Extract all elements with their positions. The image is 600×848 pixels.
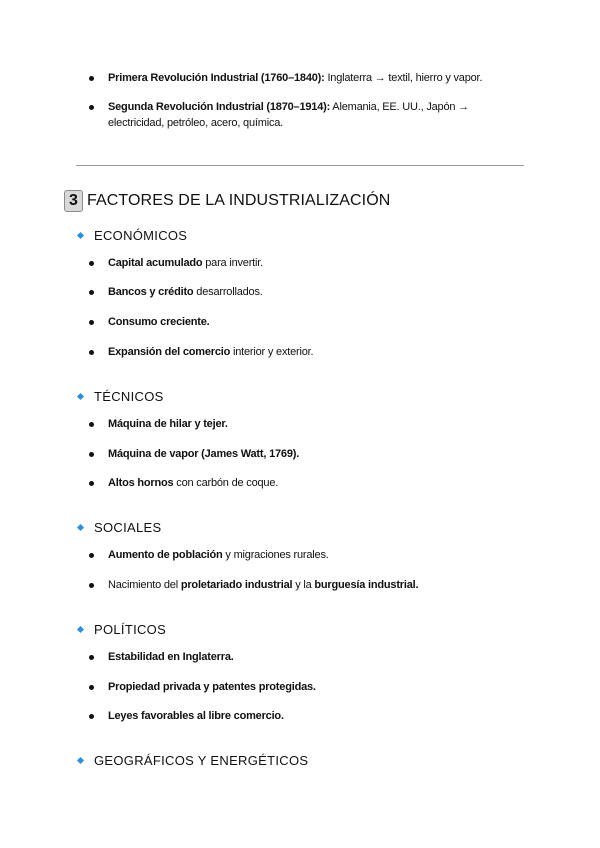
- item-bold: Aumento de población: [108, 549, 223, 561]
- item-text: y migraciones rurales.: [222, 549, 329, 561]
- list-item: [108, 255, 508, 271]
- item-bold: Propiedad privada y patentes protegidas.: [108, 681, 316, 693]
- item-text: interior y exterior.: [230, 346, 314, 358]
- bullet-dot: [89, 350, 94, 355]
- item-bold: burguesía industrial.: [314, 579, 419, 591]
- section-heading: [64, 189, 390, 213]
- subheading-geograficos: [77, 751, 308, 769]
- item-bold: Estabilidad en Inglaterra.: [108, 651, 234, 663]
- list-item: [108, 284, 508, 300]
- item-text: Nacimiento del: [108, 579, 181, 591]
- item-text: para invertir.: [202, 257, 263, 269]
- list-item: [108, 416, 508, 432]
- bullet-dot: [89, 320, 94, 325]
- item-bold: Primera Revolución Industrial (1760–1840):: [108, 72, 325, 84]
- item-text: Alemania, EE. UU., Japón → electricidad, petróleo, acero, química.: [108, 101, 469, 129]
- diamond-bullet-icon: [77, 392, 84, 399]
- subheading-tecnicos: [77, 387, 164, 405]
- subheading-politicos: [77, 620, 166, 638]
- item-text: y la: [292, 579, 315, 591]
- list-item: [108, 344, 508, 360]
- list-item: [108, 547, 508, 563]
- subheading-sociales: [77, 518, 161, 536]
- subheading-economicos: [77, 226, 187, 244]
- subheading-title: SOCIALES: [94, 519, 162, 535]
- bullet-dot: [89, 655, 94, 660]
- bullet-dot: [89, 290, 94, 295]
- item-bold: Expansión del comercio: [108, 346, 231, 358]
- bullet-dot: [89, 105, 94, 110]
- diamond-bullet-icon: [77, 756, 84, 763]
- subheading-title: POLÍTICOS: [94, 621, 167, 637]
- list-item: [108, 475, 508, 491]
- bullet-dot: [89, 685, 94, 690]
- item-bold: Altos hornos: [108, 477, 174, 489]
- item-bold: Capital acumulado: [108, 257, 203, 269]
- list-item: [108, 708, 508, 724]
- item-bold: Máquina de hilar y tejer.: [108, 418, 228, 430]
- bullet-dot: [89, 261, 94, 266]
- subheading-title: TÉCNICOS: [94, 388, 164, 404]
- item-bold: Leyes favorables al libre comercio.: [108, 710, 284, 722]
- item-text: desarrollados.: [193, 286, 263, 298]
- horizontal-divider: [76, 165, 524, 166]
- item-bold: proletariado industrial: [180, 579, 293, 591]
- diamond-bullet-icon: [77, 625, 84, 632]
- list-item: [108, 446, 508, 462]
- list-item: [108, 70, 508, 86]
- bullet-dot: [89, 76, 94, 81]
- item-text: Inglaterra → textil, hierro y vapor.: [324, 72, 483, 84]
- bullet-dot: [89, 452, 94, 457]
- list-item: [108, 314, 508, 330]
- subheading-title: ECONÓMICOS: [94, 227, 188, 243]
- subheading-title: GEOGRÁFICOS Y ENERGÉTICOS: [94, 752, 309, 768]
- list-item: [108, 649, 508, 665]
- list-item: [108, 577, 508, 593]
- section-number-badge: 3: [64, 190, 83, 212]
- section-title: FACTORES DE LA INDUSTRIALIZACIÓN: [87, 192, 391, 209]
- list-item: [108, 679, 508, 695]
- diamond-bullet-icon: [77, 523, 84, 530]
- bullet-dot: [89, 553, 94, 558]
- bullet-dot: [89, 714, 94, 719]
- item-text: con carbón de coque.: [173, 477, 279, 489]
- diamond-bullet-icon: [77, 231, 84, 238]
- item-bold: Consumo creciente.: [108, 316, 210, 328]
- item-bold: Segunda Revolución Industrial (1870–1914):: [108, 101, 331, 113]
- item-bold: Máquina de vapor (James Watt, 1769).: [108, 448, 300, 460]
- item-bold: Bancos y crédito: [108, 286, 194, 298]
- bullet-dot: [89, 583, 94, 588]
- list-item: [108, 99, 498, 131]
- bullet-dot: [89, 481, 94, 486]
- bullet-dot: [89, 422, 94, 427]
